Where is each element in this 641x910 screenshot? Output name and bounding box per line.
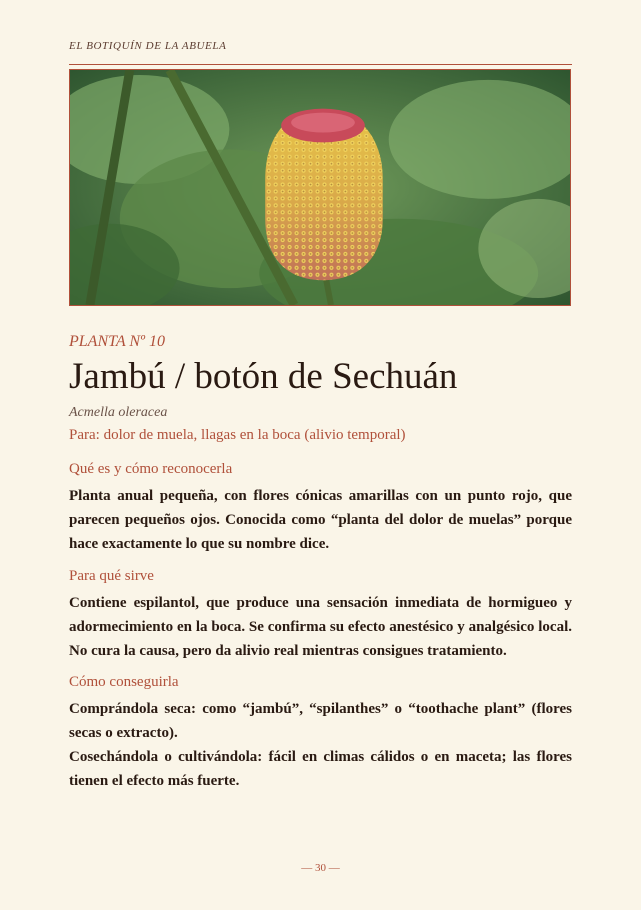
section-body-uses (69, 591, 572, 663)
uses-line: Para: dolor de muela, llagas en la boca (alivio temporal) (69, 427, 406, 443)
paragraph: Comprándola seca: como “jambú”, “spilanthes” o “toothache plant” (flores secas o extracto). (69, 701, 572, 741)
paragraph: Cosechándola o cultivándola: fácil en climas cálidos o en maceta; las flores tienen el efecto más fuerte. (69, 749, 572, 789)
section-heading-uses: Para qué sirve (69, 568, 154, 584)
section-body-sourcing (69, 697, 572, 793)
plant-photo (69, 69, 571, 306)
paragraph: Contiene espilantol, que produce una sensación inmediata de hormigueo y adormecimiento en la boca. Se confirma su efecto anestésico y analgésico local. No cura la causa, pero da alivio real mientras consigues tratamiento. (69, 595, 572, 659)
paragraph: Planta anual pequeña, con flores cónicas amarillas con un punto rojo, que parecen pequeños ojos. Conocida como “planta del dolor de muelas” porque hace exactamente lo que su nombre dice. (69, 488, 572, 552)
section-heading-identification: Qué es y cómo reconocerla (69, 461, 233, 477)
page-number: — 30 — (301, 862, 340, 874)
header-rule (69, 64, 572, 65)
section-body-identification (69, 484, 572, 556)
plant-number: PLANTA Nº 10 (69, 333, 165, 350)
scientific-name: Acmella oleracea (69, 405, 168, 420)
running-header: EL BOTIQUÍN DE LA ABUELA (69, 40, 227, 52)
section-heading-sourcing: Cómo conseguirla (69, 674, 179, 690)
jambu-flower-illustration (70, 70, 570, 305)
page-title: Jambú / botón de Sechuán (69, 356, 458, 397)
